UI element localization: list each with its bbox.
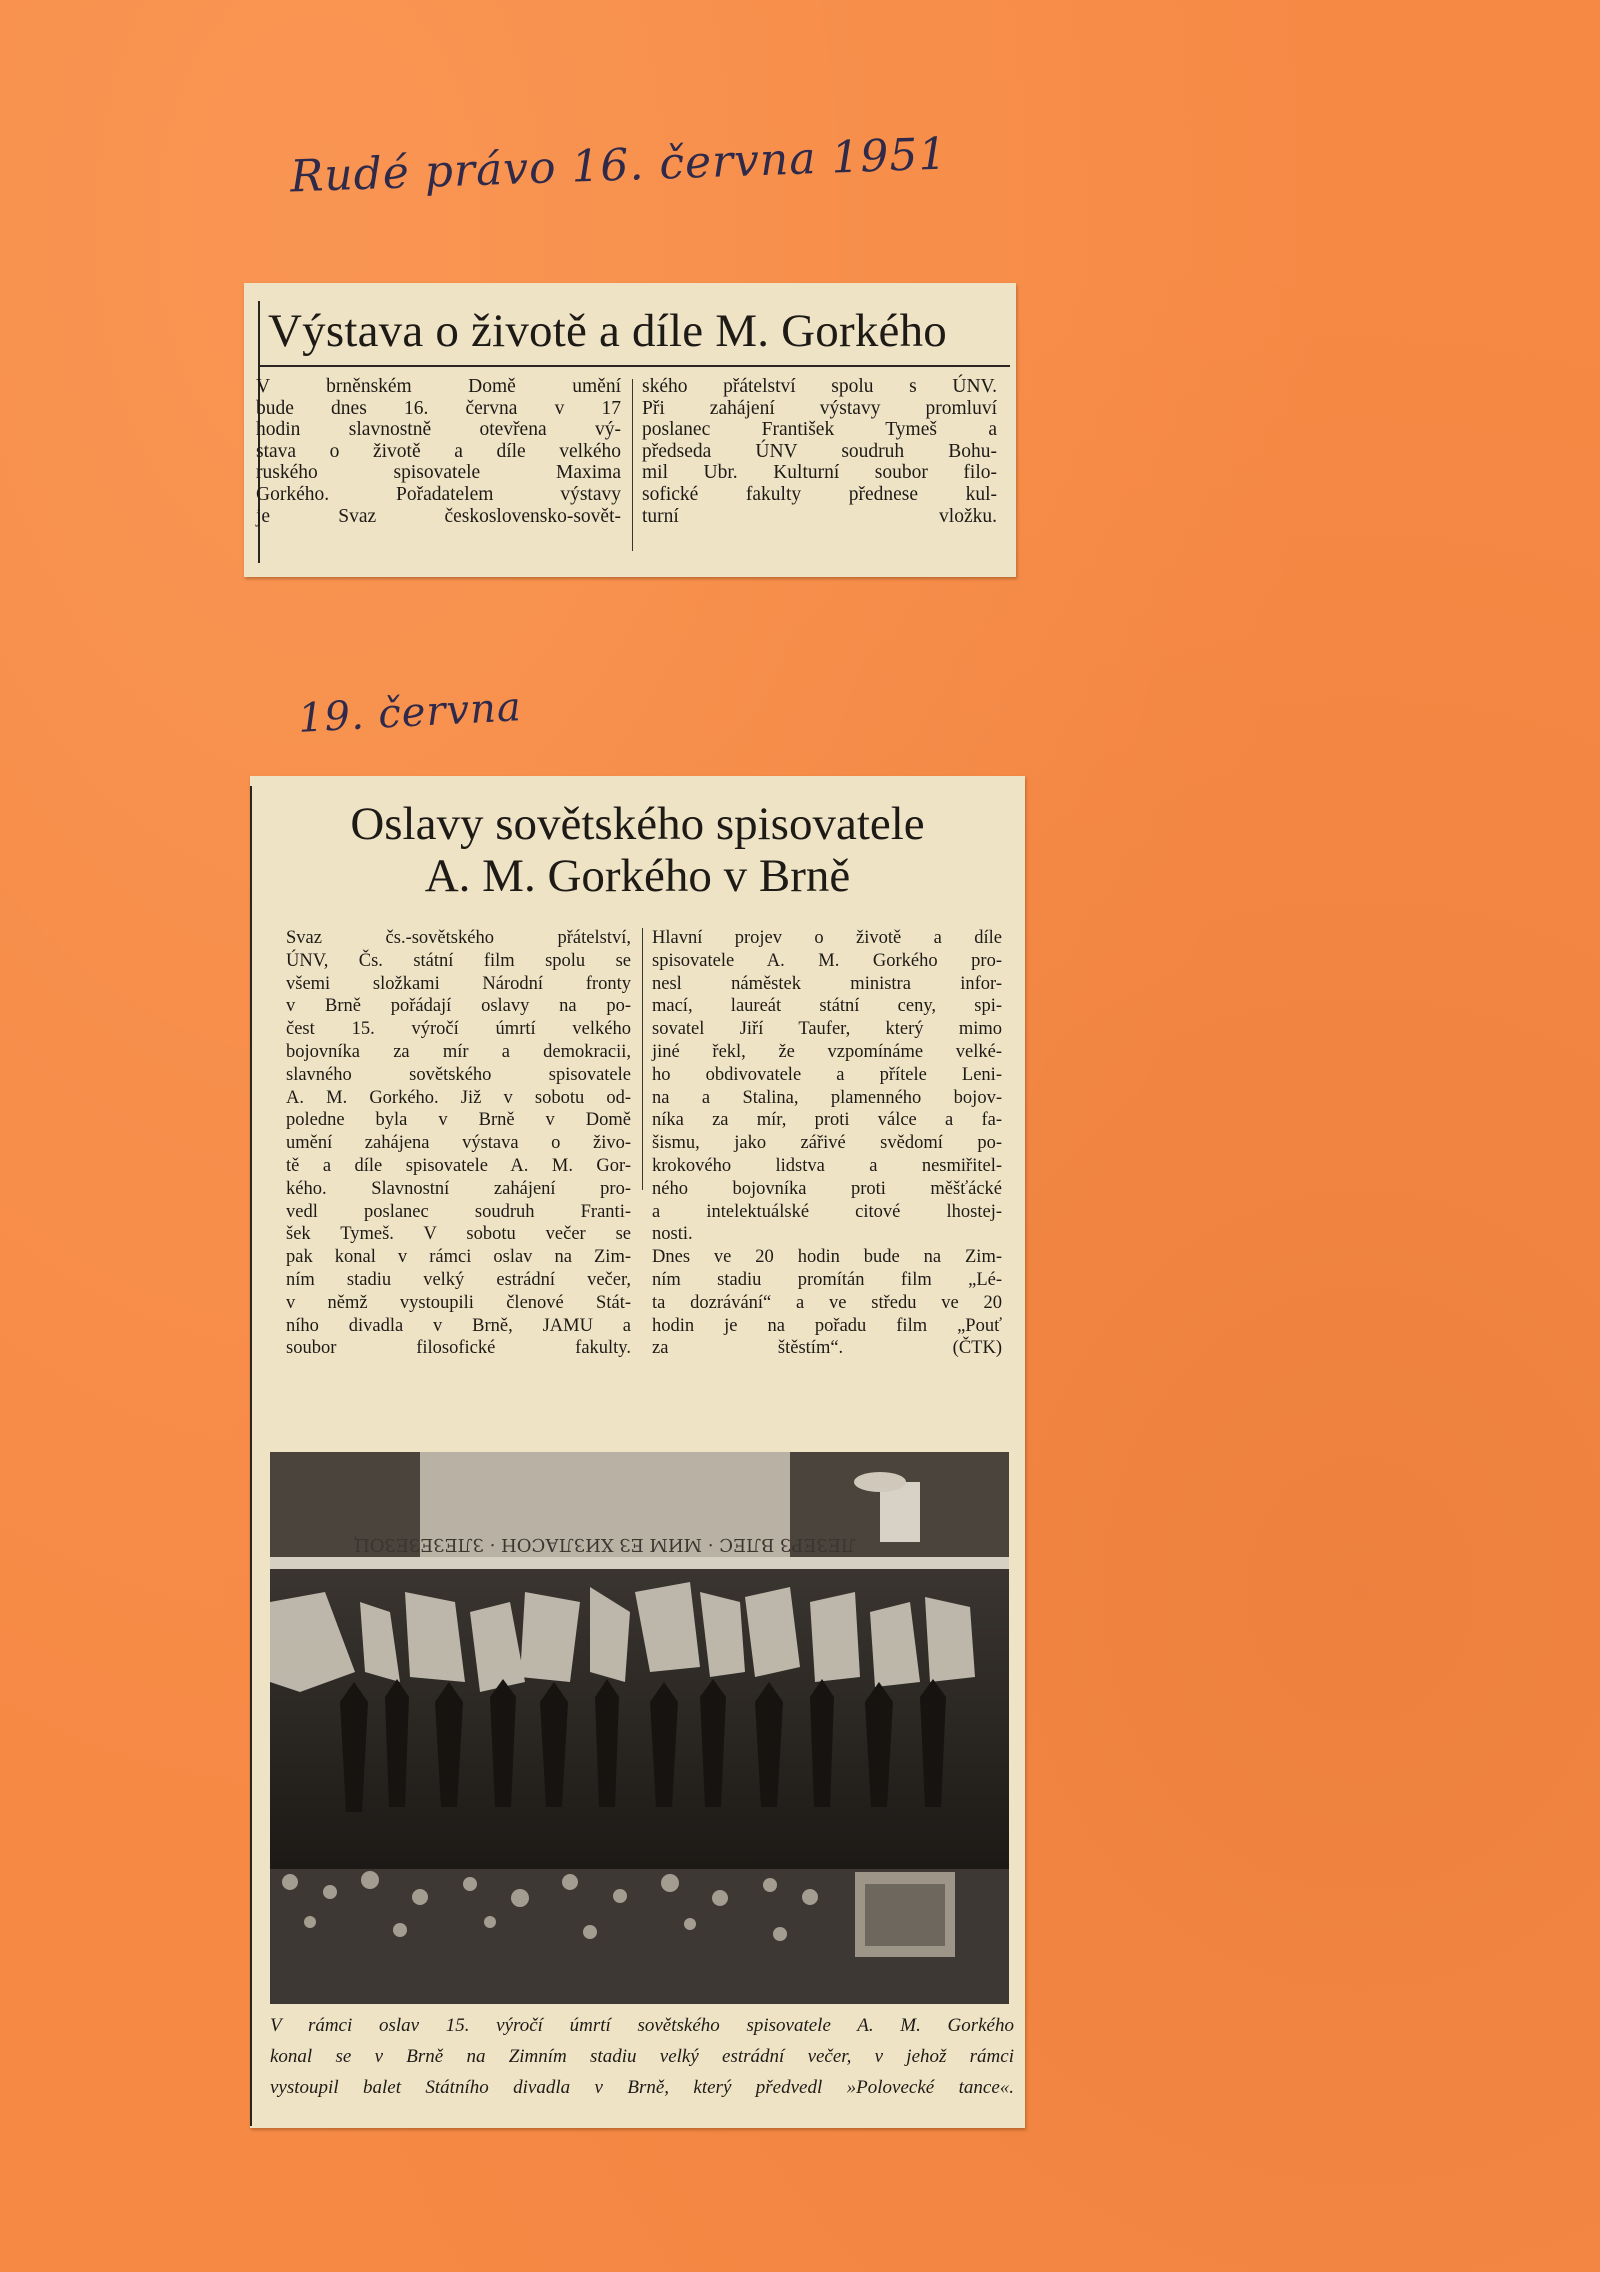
photo-illustration [270, 1452, 1009, 2004]
column-2-paragraph-1: Hlavní projev o životě a díle spisovatele A. M. Gorkého pro- nesl náměstek ministra infor- mací, laureát státní ceny, spi- sovatel Jiří Taufer, který mimo jiné řekl, že vzpomínáme velké- ho obdivovatele a přítele Leni- na a Stalina, plamenného bojov- níka za mír, proti válce a fa- šismu, jako zářivé svědomí po- krokového lidstva a nesmiřitel- ného bojovníka proti měšťácké a intelektuálské citové lhostej- nosti. [652, 928, 1002, 1245]
ballet-performance-photo [270, 1452, 1009, 2004]
headline-rule [260, 365, 1010, 367]
headline-line-2: A. M. Gorkého v Brně [424, 850, 851, 902]
column-rule [250, 786, 252, 2126]
banner-text: ЛЕЗЕРЗ ВЛЕС · МИМ ЕЗ ХИЗЛАСОН · ЗЛЕЗЕЗЕЗОЦ [354, 1534, 856, 1555]
handwritten-source-note: Rudé právo 16. června 1951 [289, 128, 949, 203]
handwritten-date-note: 19. června [296, 684, 523, 742]
headline-line-1: Oslavy sovětského spisovatele [350, 798, 925, 850]
column-divider [642, 928, 643, 1190]
newspaper-clipping-exhibition [244, 283, 1016, 577]
photo-caption: V rámci oslav 15. výročí úmrtí sovětského spisovatele A. M. Gorkého konal se v Brně na Zimním stadiu velký estrádní večer, v jehož rámci vystoupil balet Státního divadla v Brně, který předvedl »Polovecké tance«. [270, 2015, 1014, 2098]
clipping-1-column-1: V brněnském Domě umění bude dnes 16. června v 17 hodin slavnostně otevřena vý- stava o životě a díle velkého ruského spisovatele Maxima Gorkého. Pořadatelem výstavy je Svaz československo-sovět- [256, 376, 621, 527]
clipping-2-column-2 [652, 927, 1002, 1360]
column-divider [632, 379, 633, 551]
clipping-1-headline: Výstava o životě a díle M. Gorkého [268, 305, 947, 357]
clipping-2-column-1: Svaz čs.-sovětského přátelství, ÚNV, Čs. státní film spolu se všemi složkami Národní fronty v Brně pořádají oslavy na po- čest 15. výročí úmrtí velkého bojovníka za mír a demokracii, slavného sovětského spisovatele A. M. Gorkého. Již v sobotu od- poledne byla v Brně v Domě umění zahájena výstava o živo- tě a díle spisovatele A. M. Gor- kého. Slavnostní zahájení pro- vedl poslanec soudruh Franti- šek Tymeš. V sobotu večer se pak konal v rámci oslav na Zim- ním stadiu velký estrádní večer, v němž vystoupili členové Stát- ního divadla v Brně, JAMU a soubor filosofické fakulty. [286, 928, 631, 1359]
newspaper-clipping-celebrations [250, 776, 1025, 2128]
clipping-2-headline [250, 798, 1025, 902]
clipping-1-column-2: ského přátelství spolu s ÚNV. Při zahájení výstavy promluví poslanec František Tymeš a předseda ÚNV soudruh Bohu- mil Ubr. Kulturní soubor filo- sofické fakulty přednese kul- turní vložku. [642, 376, 997, 527]
column-2-paragraph-2: Dnes ve 20 hodin bude na Zim- ním stadiu promítán film „Lé- ta dozrávání“ a ve středu ve 20 hodin je na pořadu film „Pouť za štěstím“. (ČTK) [652, 1247, 1002, 1359]
